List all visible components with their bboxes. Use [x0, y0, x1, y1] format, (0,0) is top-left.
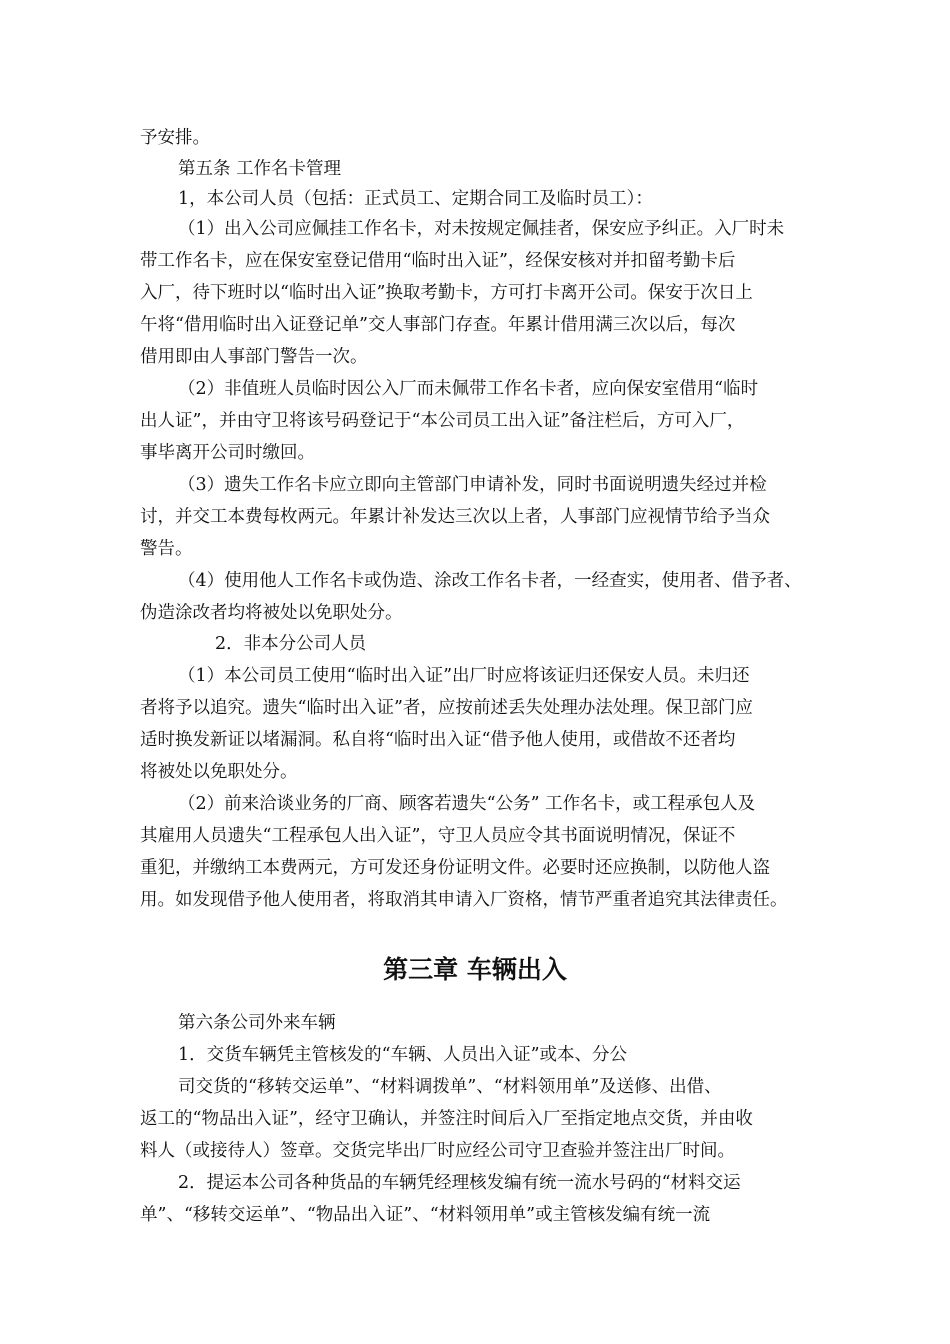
text-line: 2．提运本公司各种货品的车辆凭经理核发编有统一流水号码的“材料交运 [178, 1173, 741, 1193]
text-line: 入厂，待下班时以“临时出入证”换取考勤卡，方可打卡离开公司。保安于次日上 [140, 283, 753, 303]
text-line: （4）使用他人工作名卡或伪造、涂改工作名卡者，一经查实，使用者、借予者、 [178, 571, 802, 591]
text-line: 料人（或接待人）签章。交货完毕出厂时应经公司守卫查验并签注出厂时间。 [140, 1141, 735, 1161]
text-line: 司交货的“移转交运单”、“材料调拨单”、“材料领用单”及送修、出借、 [178, 1077, 722, 1097]
text-line: 者将予以追究。遗失“临时出入证”者，应按前述丢失处理办法处理。保卫部门应 [140, 698, 753, 718]
text-line: 重犯，并缴纳工本费两元，方可发还身份证明文件。必要时还应换制，以防他人盗 [140, 858, 770, 878]
chapter-title: 第三章 车辆出入 [383, 955, 567, 984]
text-line: 单”、“移转交运单”、“物品出入证”、“材料领用单”或主管核发编有统一流 [140, 1205, 711, 1225]
text-line: （1）本公司员工使用“临时出入证”出厂时应将该证归还保安人员。未归还 [178, 666, 750, 686]
text-line: 予安排。 [140, 128, 210, 148]
text-line: 借用即由人事部门警告一次。 [140, 347, 368, 367]
text-line: （1）出入公司应佩挂工作名卡，对未按规定佩挂者，保安应予纠正。入厂时未 [178, 219, 785, 239]
text-line: 讨，并交工本费每枚两元。年累计补发达三次以上者，人事部门应视情节给予当众 [140, 507, 770, 527]
section-heading: 2．非本分公司人员 [215, 634, 367, 654]
section-heading: 第五条 工作名卡管理 [178, 159, 342, 179]
section-heading: 第六条公司外来车辆 [178, 1013, 336, 1033]
text-line: 其雇用人员遗失“工程承包人出入证”，守卫人员应令其书面说明情况，保证不 [140, 826, 736, 846]
text-line: 出人证”，并由守卫将该号码登记于“本公司员工出入证”备注栏后，方可入厂， [140, 411, 745, 431]
text-line: 将被处以免职处分。 [140, 762, 298, 782]
text-line: 1，本公司人员（包括：正式员工、定期合同工及临时员工）： [178, 189, 653, 209]
text-line: （2）非值班人员临时因公入厂而未佩带工作名卡者，应向保安室借用“临时 [178, 379, 759, 399]
text-line: 带工作名卡，应在保安室登记借用“临时出入证”，经保安核对并扣留考勤卡后 [140, 251, 736, 271]
text-line: 警告。 [140, 539, 193, 559]
text-line: 返工的“物品出入证”，经守卫确认，并签注时间后入厂至指定地点交货，并由收 [140, 1109, 753, 1129]
text-line: （3）遗失工作名卡应立即向主管部门申请补发，同时书面说明遗失经过并检 [178, 475, 767, 495]
text-line: 1．交货车辆凭主管核发的“车辆、人员出入证”或本、分公 [178, 1045, 628, 1065]
text-line: 用。如发现借予他人使用者，将取消其申请入厂资格，情节严重者追究其法律责任。 [140, 890, 788, 910]
text-line: 午将“借用临时出入证登记单”交人事部门存查。年累计借用满三次以后，每次 [140, 315, 736, 335]
text-line: 适时换发新证以堵漏洞。私自将“临时出入证“借予他人使用，或借故不还者均 [140, 730, 736, 750]
text-line: 伪造涂改者均将被处以免职处分。 [140, 603, 403, 623]
text-line: 事毕离开公司时缴回。 [140, 443, 315, 463]
text-line: （2）前来洽谈业务的厂商、顾客若遗失“公务” 工作名卡，或工程承包人及 [178, 794, 756, 814]
